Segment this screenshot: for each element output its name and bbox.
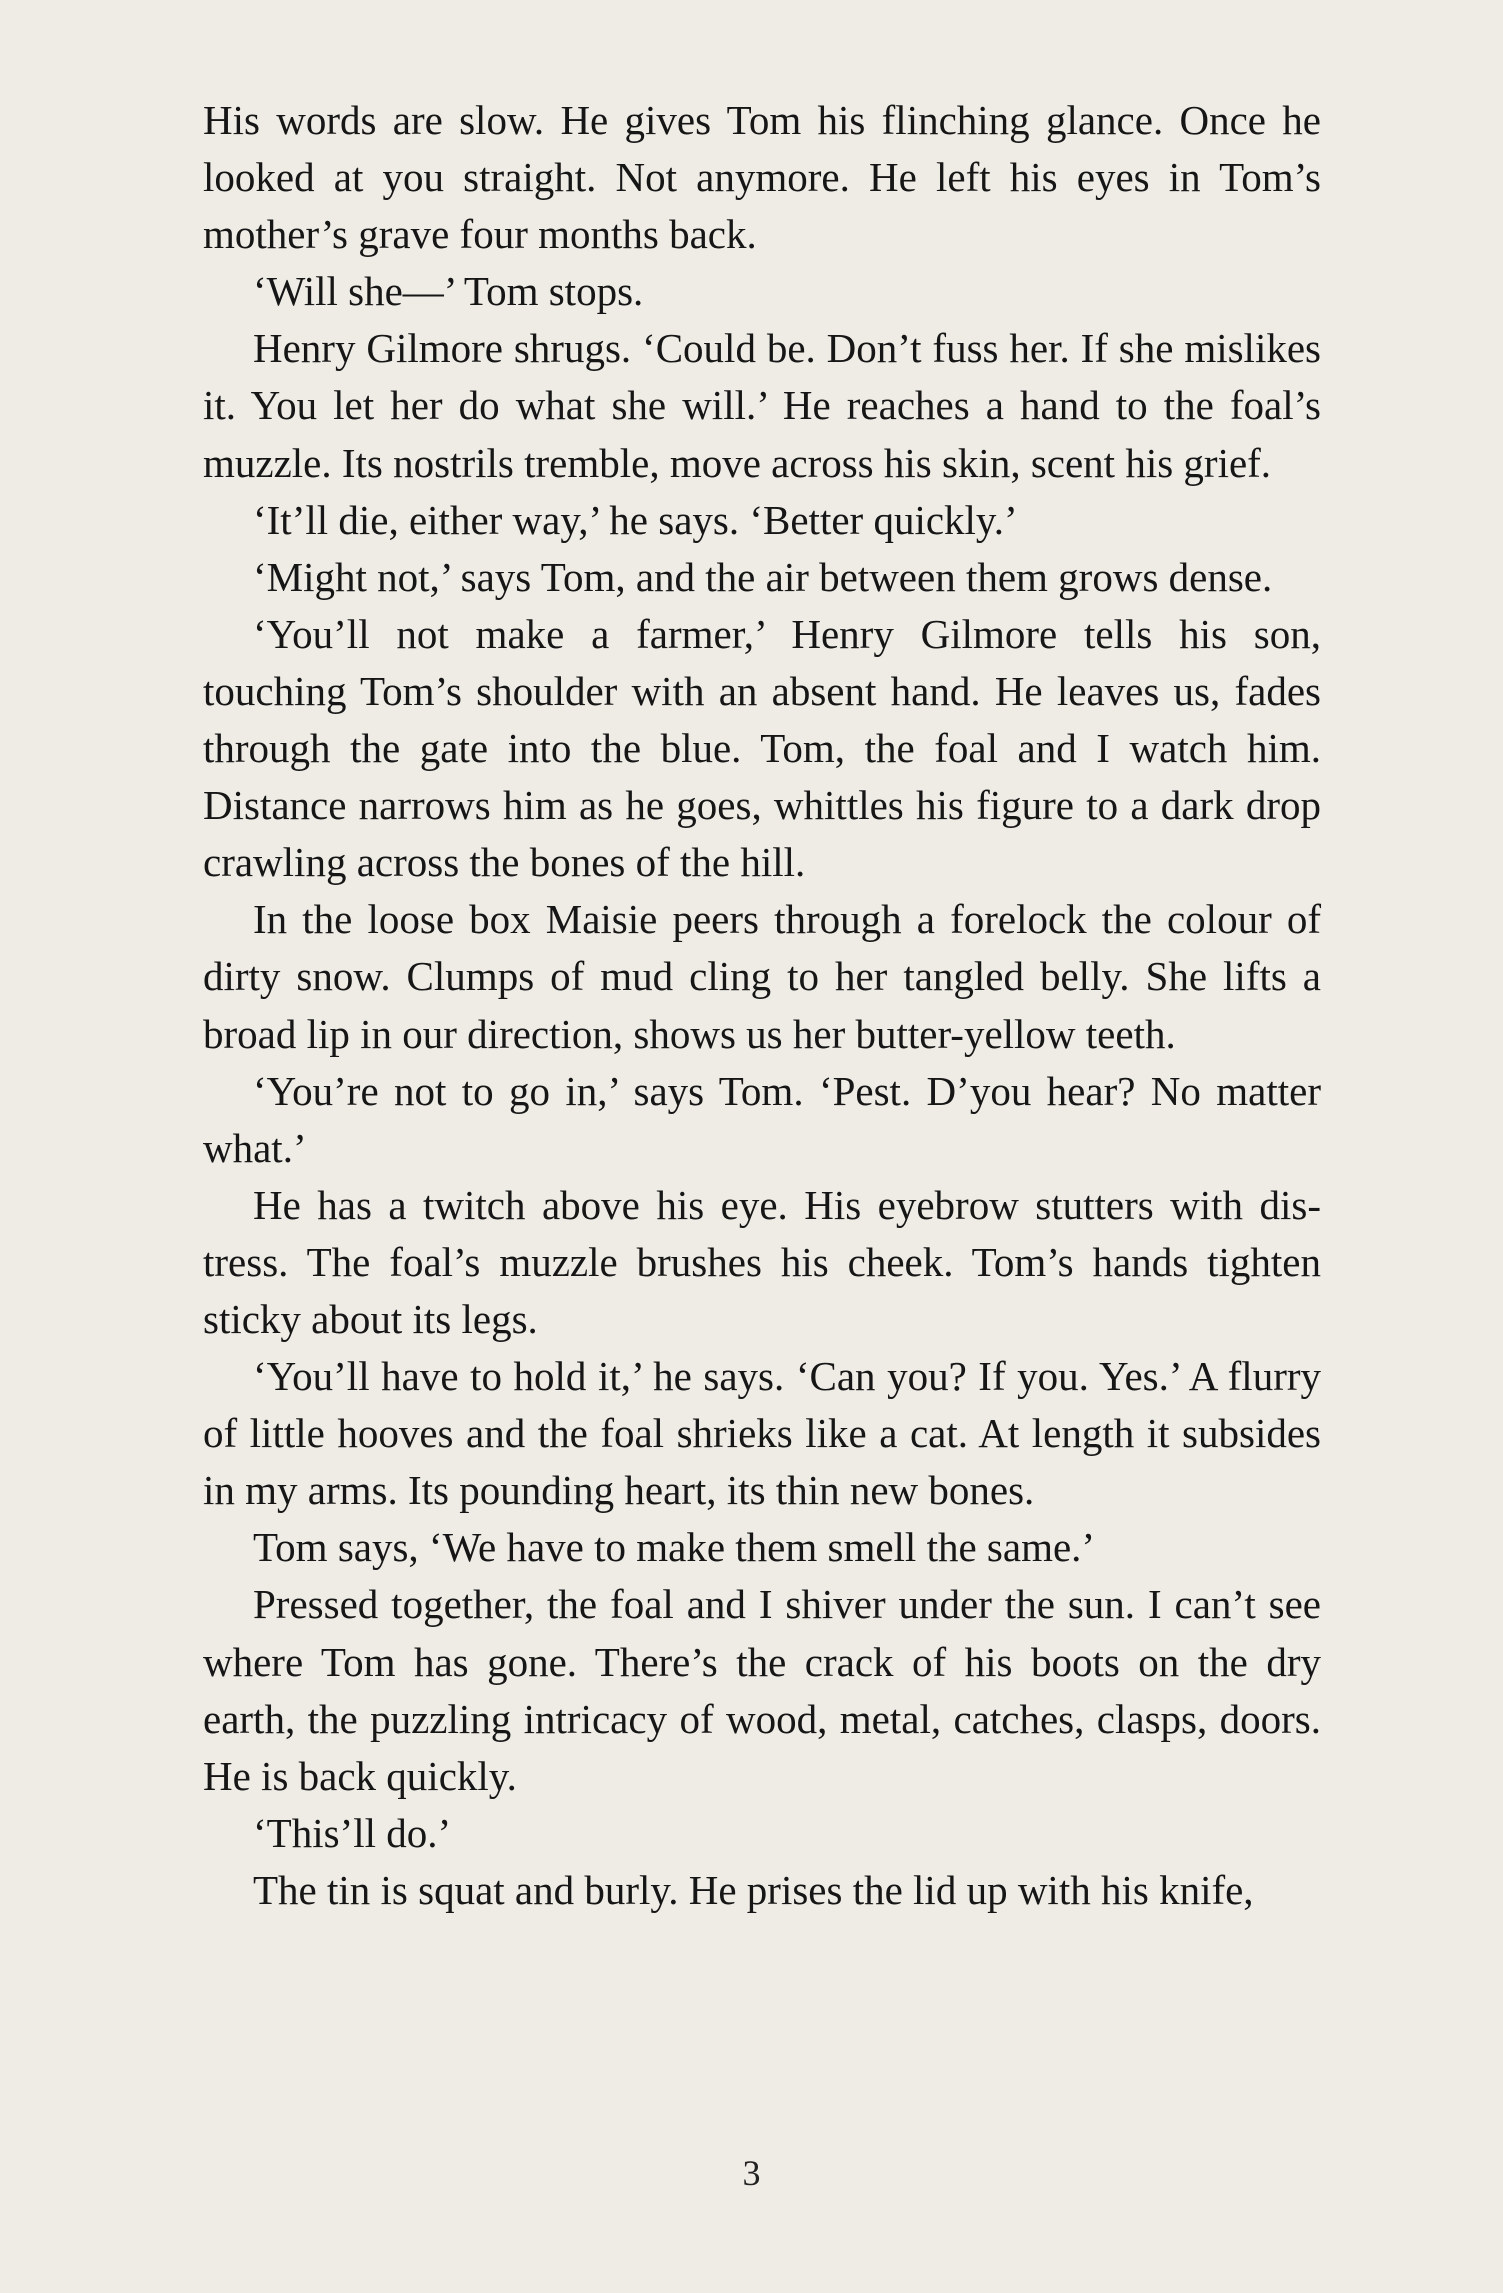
- paragraph: ‘Will she—’ Tom stops.: [253, 268, 644, 315]
- paragraph: Pressed together, the foal and I shiver under the sun. I can’t see where Tom has gone. There’s the crack of his boots on the dry earth, the puzzling intricacy of wood, metal, catches, clasps, doors. He is back quickly.: [203, 1581, 1321, 1799]
- paragraph: The tin is squat and burly. He prises the lid up with his knife,: [253, 1866, 1254, 1913]
- paragraph: ‘You’ll have to hold it,’ he says. ‘Can you? If you. Yes.’ A flurry of little hooves and the foal shrieks like a cat. At length it subsides in my arms. Its pounding heart, its thin new bones.: [203, 1353, 1321, 1514]
- paragraph: Henry Gilmore shrugs. ‘Could be. Don’t fuss her. If she mislikes it. You let her do what she will.’ He reaches a hand to the foal’s muzzle. Its nostrils tremble, move across his skin, scent his grief.: [203, 325, 1321, 486]
- paragraph: ‘It’ll die, either way,’ he says. ‘Better quickly.’: [253, 496, 1018, 543]
- paragraph: ‘You’re not to go in,’ says Tom. ‘Pest. D’you hear? No matter what.’: [203, 1067, 1321, 1171]
- paragraph: In the loose box Maisie peers through a forelock the colour of dirty snow. Clumps of mud cling to her tangled belly. She lifts a broad lip in our direction, shows us her butter-yellow teeth.: [203, 896, 1321, 1057]
- paragraph: Tom says, ‘We have to make them smell the same.’: [253, 1524, 1096, 1571]
- paragraph: ‘You’ll not make a farmer,’ Henry Gilmore tells his son, touching Tom’s shoulder with an absent hand. He leaves us, fades through the gate into the blue. Tom, the foal and I watch him. Distance narrows him as he goes, whittles his figure to a dark drop crawling across the bones of the hill.: [203, 610, 1321, 886]
- paragraph: His words are slow. He gives Tom his flinching glance. Once he looked at you straight. Not anymore. He left his eyes in Tom’s mother’s grave four months back.: [203, 97, 1321, 258]
- page-number: 3: [742, 2153, 761, 2193]
- body-text: [203, 92, 1321, 1919]
- paragraph: ‘This’ll do.’: [253, 1809, 452, 1856]
- paragraph: ‘Might not,’ says Tom, and the air between them grows dense.: [253, 553, 1273, 600]
- paragraph: He has a twitch above his eye. His eyebrow stutters with distress. The foal’s muzzle brushes his cheek. Tom’s hands tighten sticky about its legs.: [203, 1181, 1321, 1342]
